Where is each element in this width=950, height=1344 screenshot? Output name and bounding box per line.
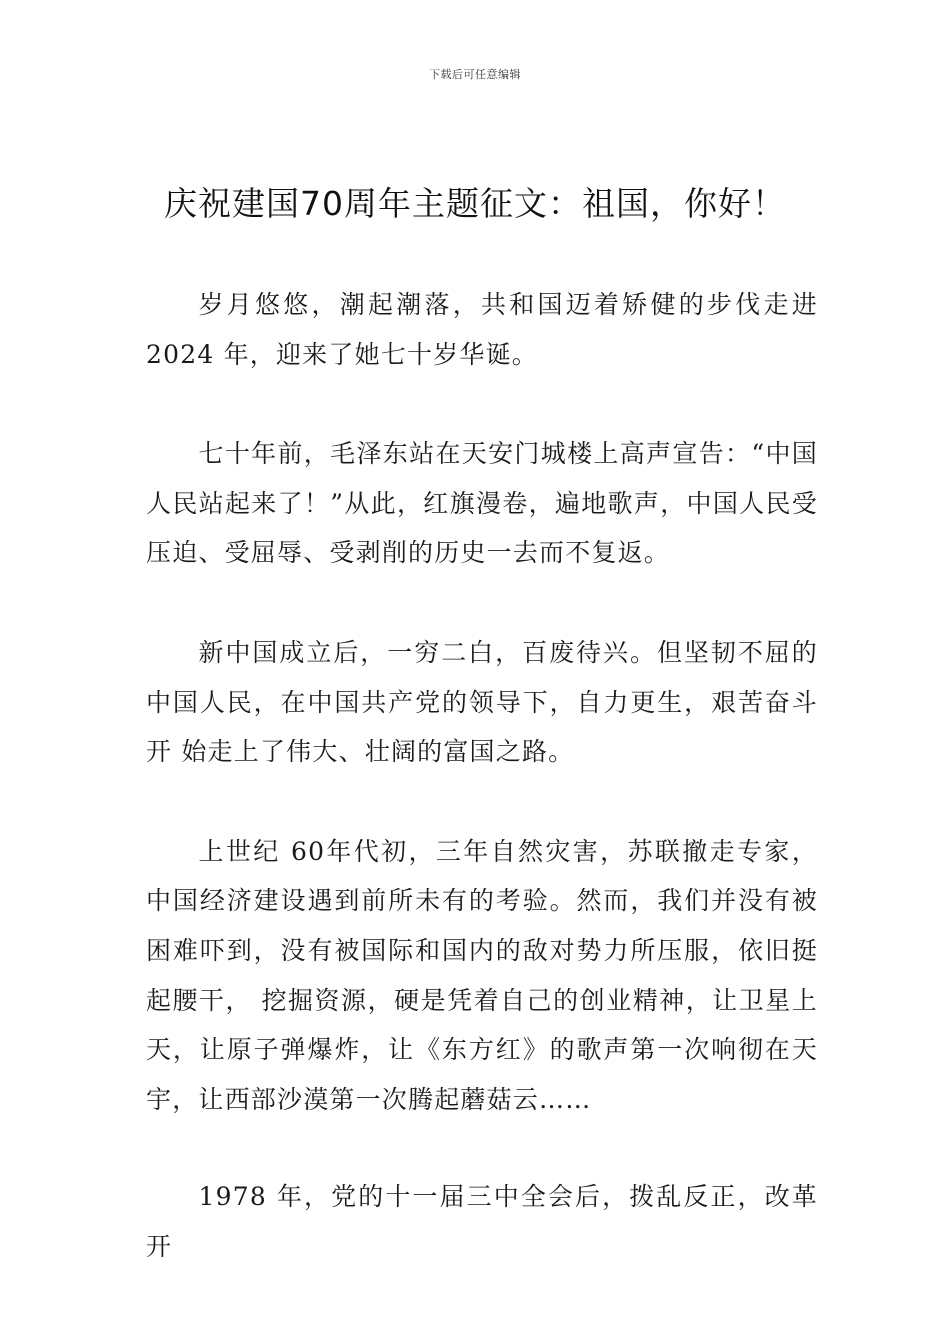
- document-title: 庆祝建国70周年主题征文：祖国，你好！: [164, 184, 786, 223]
- paragraph: 新中国成立后，一穷二白，百废待兴。但坚韧不屈的中国人民，在中国共产党的领导下，自力更生，艰苦奋斗开 始走上了伟大、壮阔的富国之路。: [146, 637, 818, 767]
- paragraph: 岁月悠悠，潮起潮落，共和国迈着矫健的步伐走进 2024 年，迎来了她七十岁华诞。: [146, 290, 818, 369]
- paragraph: 上世纪 60年代初，三年自然灾害，苏联撤走专家，中国经济建设遇到前所未有的考验。然而，我们并没有被困难吓到，没有被国际和国内的敌对势力所压服，依旧挺起腰干， 挖掘资源，硬是凭着自己的创业精神，让卫星上天，让原子弹爆炸，让《东方红》的歌声第一次响彻在天宇，让西部沙漠第一次腾起蘑菇云……: [146, 836, 818, 1114]
- paragraph: 七十年前，毛泽东站在天安门城楼上高声宣告：“中国人民站起来了！”从此，红旗漫卷，遍地歌声，中国人民受 压迫、受屈辱、受剥削的历史一去而不复返。: [146, 439, 818, 568]
- document-body: [146, 280, 818, 1322]
- header-note: 下载后可任意编辑: [429, 68, 521, 81]
- paragraph: 1978 年，党的十一届三中全会后，拨乱反正，改革开: [146, 1182, 818, 1261]
